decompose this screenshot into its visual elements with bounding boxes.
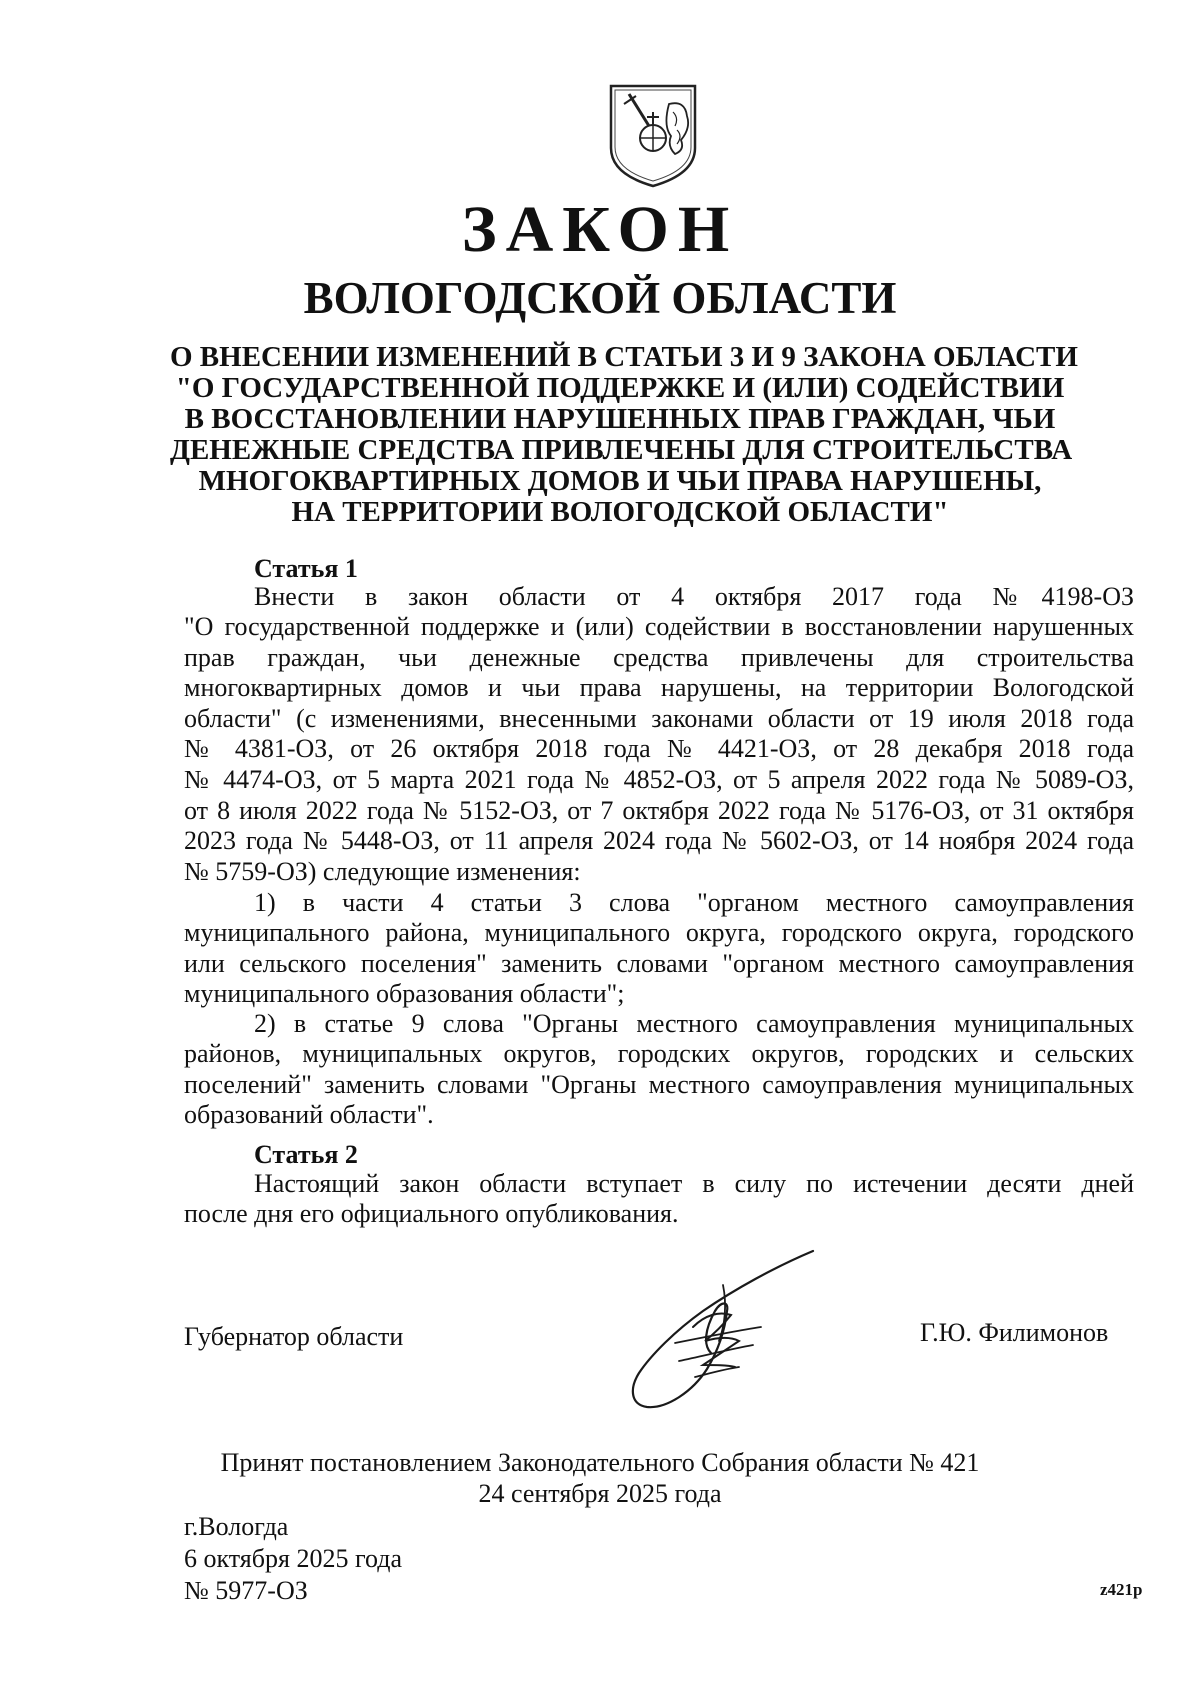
- signatory-name: Г.Ю. Филимонов: [920, 1318, 1109, 1347]
- adoption-line-1: [0, 1448, 1200, 1478]
- adoption-text: Принят постановлением Законодательного Собрания области № 421: [220, 1448, 980, 1477]
- adoption-date: 24 сентября 2025 года: [478, 1479, 722, 1508]
- paragraph-line: "О государственной поддержке и (или) содействии в восстановлении нарушенных: [184, 612, 1134, 641]
- article-1-title: Статья 1: [254, 554, 358, 583]
- article-1-intro: [184, 612, 1134, 887]
- article-1-item-1: [184, 918, 1134, 1010]
- paragraph-line: Настоящий закон области вступает в силу по истечении десяти дней: [254, 1169, 1134, 1198]
- article-2-body: [184, 1199, 1134, 1230]
- document-subtitle: [170, 341, 1078, 528]
- handwritten-signature: [555, 1245, 820, 1420]
- paragraph-line: № 4381-ОЗ, от 26 октября 2018 года № 4421-ОЗ, от 28 декабря 2018 года: [184, 734, 1134, 764]
- adoption-line-2: [0, 1479, 1200, 1509]
- subtitle-line: "О ГОСУДАРСТВЕННОЙ ПОДДЕРЖКЕ И (ИЛИ) СОДЕЙСТВИИ: [175, 372, 1065, 404]
- paragraph-line: № 4474-ОЗ, от 5 марта 2021 года № 4852-ОЗ, от 5 апреля 2022 года № 5089-ОЗ,: [184, 764, 1134, 794]
- paragraph-line: прав граждан, чьи денежные средства привлечены для строительства: [184, 642, 1134, 672]
- article-2-title: Статья 2: [254, 1140, 358, 1169]
- paragraph-line: Внести в закон области от 4 октября 2017 года №4198-ОЗ: [254, 582, 1134, 611]
- paragraph-line: многоквартирных домов и чьи права нарушены, на территории Вологодской: [184, 673, 1134, 703]
- paragraph-line: муниципального района, муниципального округа, городского округа, городского: [184, 918, 1134, 947]
- article-1-intro-first-line: [254, 582, 1134, 613]
- paragraph-line: после дня его официального опубликования.: [184, 1199, 679, 1228]
- subtitle-line: МНОГОКВАРТИРНЫХ ДОМОВ И ЧЬИ ПРАВА НАРУШЕНЫ,: [198, 465, 1042, 497]
- article-1-item-2-first-line: [254, 1009, 1134, 1040]
- coat-of-arms-icon: [605, 82, 701, 190]
- paragraph-line: области" (с изменениями, внесенными законами области от 19 июля 2018 года: [184, 703, 1134, 733]
- footer-city: г.Вологда: [184, 1512, 289, 1541]
- paragraph-line: образований области".: [184, 1100, 434, 1130]
- paragraph-line: № 5759-ОЗ) следующие изменения:: [184, 856, 581, 886]
- article-1-item-2: [184, 1039, 1134, 1131]
- article-2-first-line: [254, 1169, 1134, 1200]
- paragraph-line: или сельского поселения" заменить словами "органом местного самоуправления: [184, 948, 1134, 978]
- subtitle-line: О ВНЕСЕНИИ ИЗМЕНЕНИЙ В СТАТЬИ 3 И 9 ЗАКОНА ОБЛАСТИ: [170, 341, 1078, 373]
- signatory-position: Губернатор области: [184, 1322, 404, 1351]
- article-1-item-1-first-line: [254, 888, 1134, 919]
- paragraph-line: 1) в части 4 статьи 3 слова "органом местного самоуправления: [254, 888, 1134, 917]
- document-title: ЗАКОН: [461, 193, 739, 266]
- subtitle-line: ДЕНЕЖНЫЕ СРЕДСТВА ПРИВЛЕЧЕНЫ ДЛЯ СТРОИТЕЛЬСТВА: [170, 434, 1073, 466]
- paragraph-line: поселений" заменить словами "Органы местного самоуправления муниципальных: [184, 1069, 1134, 1099]
- paragraph-line: от 8 июля 2022 года № 5152-ОЗ, от 7 октября 2022 года № 5176-ОЗ, от 31 октября: [184, 795, 1134, 825]
- paragraph-line: районов, муниципальных округов, городских округов, городских и сельских: [184, 1039, 1134, 1068]
- paragraph-line: 2) в статье 9 слова "Органы местного самоуправления муниципальных: [254, 1009, 1134, 1038]
- subtitle-line: НА ТЕРРИТОРИИ ВОЛОГОДСКОЙ ОБЛАСТИ": [291, 496, 949, 528]
- document-code: z421р: [1100, 1580, 1143, 1599]
- paragraph-line: муниципального образования области";: [184, 979, 625, 1009]
- subtitle-line: В ВОССТАНОВЛЕНИИ НАРУШЕННЫХ ПРАВ ГРАЖДАН, ЧЬИ: [184, 403, 1056, 435]
- footer-number: № 5977-ОЗ: [184, 1576, 308, 1605]
- footer-date: 6 октября 2025 года: [184, 1544, 402, 1573]
- paragraph-line: 2023 года № 5448-ОЗ, от 11 апреля 2024 года № 5602-ОЗ, от 14 ноября 2024 года: [184, 826, 1134, 856]
- document-region: ВОЛОГОДСКОЙ ОБЛАСТИ: [303, 273, 897, 323]
